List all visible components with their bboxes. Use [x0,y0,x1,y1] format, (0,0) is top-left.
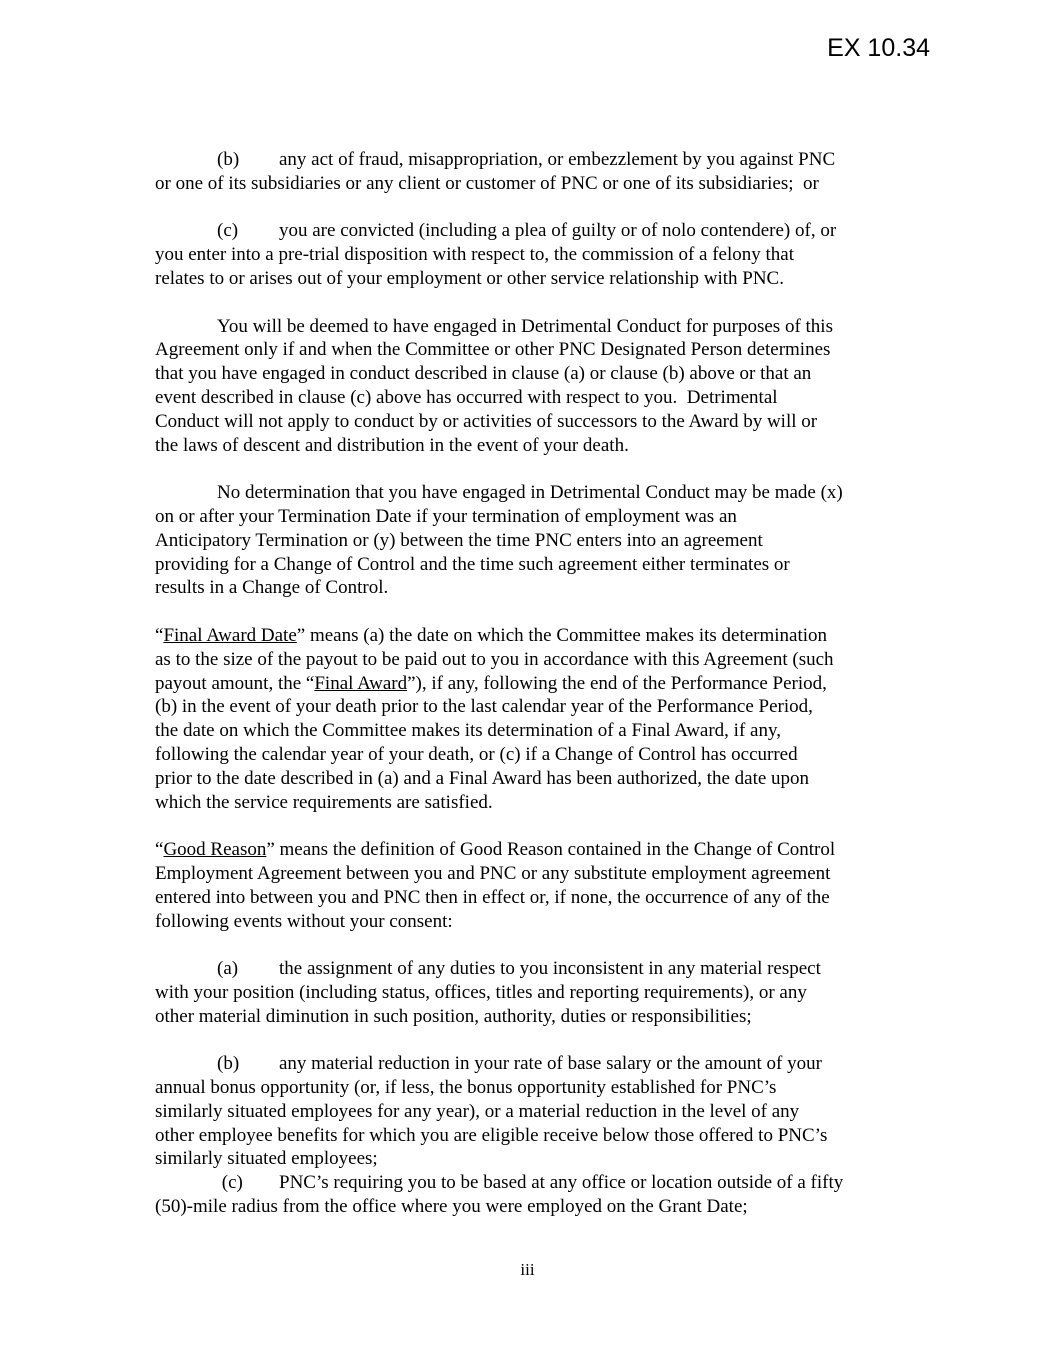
paragraph [155,219,915,290]
text-segment: which the service requirements are satisfied. [155,791,493,813]
text-segment: similarly situated employees; [155,1148,378,1170]
text-segment: ” means the definition of Good Reason contained in the Change of Control [266,839,836,861]
text-line [155,481,915,505]
text-segment: entered into between you and PNC then in effect or, if none, the occurrence of any of the [155,886,830,908]
text-line [155,505,915,529]
text-line [155,576,915,600]
paragraph [155,624,915,814]
page-number: iii [520,1260,535,1279]
paragraph [155,315,915,458]
text-segment: or one of its subsidiaries or any client or customer of PNC or one of its subsidiaries; or [155,172,819,194]
text-segment: prior to the date described in (a) and a Final Award has been authorized, the date upon [155,767,810,789]
text-line [155,767,915,791]
paragraph [155,838,915,933]
text-line [155,957,915,981]
defined-term: Final Award [314,672,408,694]
text-line [155,838,915,862]
text-segment: other employee benefits for which you are eligible receive below those offered to PNC’s [155,1124,828,1146]
text-segment: similarly situated employees for any year), or a material reduction in the level of any [155,1100,800,1122]
text-segment: payout amount, the “ [155,672,315,694]
text-line [155,267,915,291]
text-line [155,1195,915,1219]
clause-label: (b) [217,149,240,170]
text-segment: Employment Agreement between you and PNC or any substitute employment agreement [155,862,831,884]
text-segment: with your position (including status, offices, titles and reporting requirements), or any [155,981,807,1003]
text-line [155,695,915,719]
text-segment: on or after your Termination Date if your termination of employment was an [155,505,737,527]
text-line [155,1052,915,1076]
text-segment: that you have engaged in conduct described in clause (a) or clause (b) above or that an [155,363,812,385]
text-line [155,243,915,267]
text-line [155,434,915,458]
text-line [155,672,915,696]
text-segment: providing for a Change of Control and the time such agreement either terminates or [155,553,790,575]
text-segment: following events without your consent: [155,910,453,932]
text-line [155,981,915,1005]
text-line [155,172,915,196]
defined-term: Final Award Date [163,624,297,646]
clause-label: (a) [217,958,239,980]
paragraph [155,481,915,600]
paragraph [155,1171,915,1219]
text-line [155,1076,915,1100]
text-segment: the assignment of any duties to you inconsistent in any material respect [279,958,821,980]
text-segment: ”), if any, following the end of the Performance Period, [407,672,827,694]
text-segment: ” means (a) the date on which the Committee makes its determination [296,624,828,646]
clause-label: (b) [217,1053,240,1075]
text-line [155,1147,915,1171]
text-segment: as to the size of the payout to be paid out to you in accordance with this Agreement (such [155,648,834,670]
text-segment: “ [155,839,164,861]
text-line [155,338,915,362]
text-line [155,648,915,672]
paragraph [155,148,915,196]
text-line [155,386,915,410]
text-segment: Anticipatory Termination or (y) between the time PNC enters into an agreement [155,529,763,551]
text-segment: other material diminution in such position, authority, duties or responsibilities; [155,1005,752,1027]
text-segment: Conduct will not apply to conduct by or activities of successors to the Award by will or [155,410,818,432]
text-line [155,529,915,553]
text-segment: the laws of descent and distribution in the event of your death. [155,434,629,456]
text-segment: No determination that you have engaged in Detrimental Conduct may be made (x) [217,482,843,504]
document-body [155,148,915,1219]
paragraph [155,1052,915,1171]
text-line [155,1005,915,1029]
text-segment: the date on which the Committee makes its determination of a Final Award, if any, [155,720,781,742]
text-line [155,743,915,767]
paragraph [155,957,915,1028]
text-line [155,148,915,172]
text-segment: (b) in the event of your death prior to the last calendar year of the Performance Period, [155,696,813,718]
text-segment: (50)-mile radius from the office where you were employed on the Grant Date; [155,1196,748,1218]
text-line [155,315,915,339]
text-line [155,886,915,910]
text-line [155,1171,915,1195]
text-segment: PNC’s requiring you to be based at any office or location outside of a fifty [279,1172,844,1194]
text-segment: You will be deemed to have engaged in Detrimental Conduct for purposes of this [217,315,833,337]
text-line [155,719,915,743]
text-segment: event described in clause (c) above has occurred with respect to you. Detrimental [155,386,778,408]
text-segment: following the calendar year of your death, or (c) if a Change of Control has occurred [155,743,798,765]
text-line [155,1100,915,1124]
text-line [155,362,915,386]
exhibit-number: EX 10.34 [827,34,930,62]
text-segment: annual bonus opportunity (or, if less, the bonus opportunity established for PNC’s [155,1077,777,1099]
clause-label: (c) [217,220,239,242]
text-line [155,553,915,577]
text-line [155,910,915,934]
text-line [155,219,915,243]
text-segment: relates to or arises out of your employment or other service relationship with PNC. [155,267,784,289]
text-segment: you are convicted (including a plea of guilty or of nolo contendere) of, or [279,220,837,242]
text-segment: “ [155,624,164,646]
text-line [155,410,915,434]
text-segment: any material reduction in your rate of base salary or the amount of your [279,1053,822,1075]
text-line [155,624,915,648]
text-line [155,862,915,886]
text-segment: any act of fraud, misappropriation, or embezzlement by you against PNC [279,149,836,170]
text-segment: Agreement only if and when the Committee or other PNC Designated Person determines [155,339,831,361]
text-segment: results in a Change of Control. [155,577,389,599]
clause-label: (c) [217,1172,243,1194]
text-line [155,1124,915,1148]
text-segment: you enter into a pre-trial disposition with respect to, the commission of a felony that [155,244,794,266]
text-line [155,791,915,815]
defined-term: Good Reason [163,839,267,861]
